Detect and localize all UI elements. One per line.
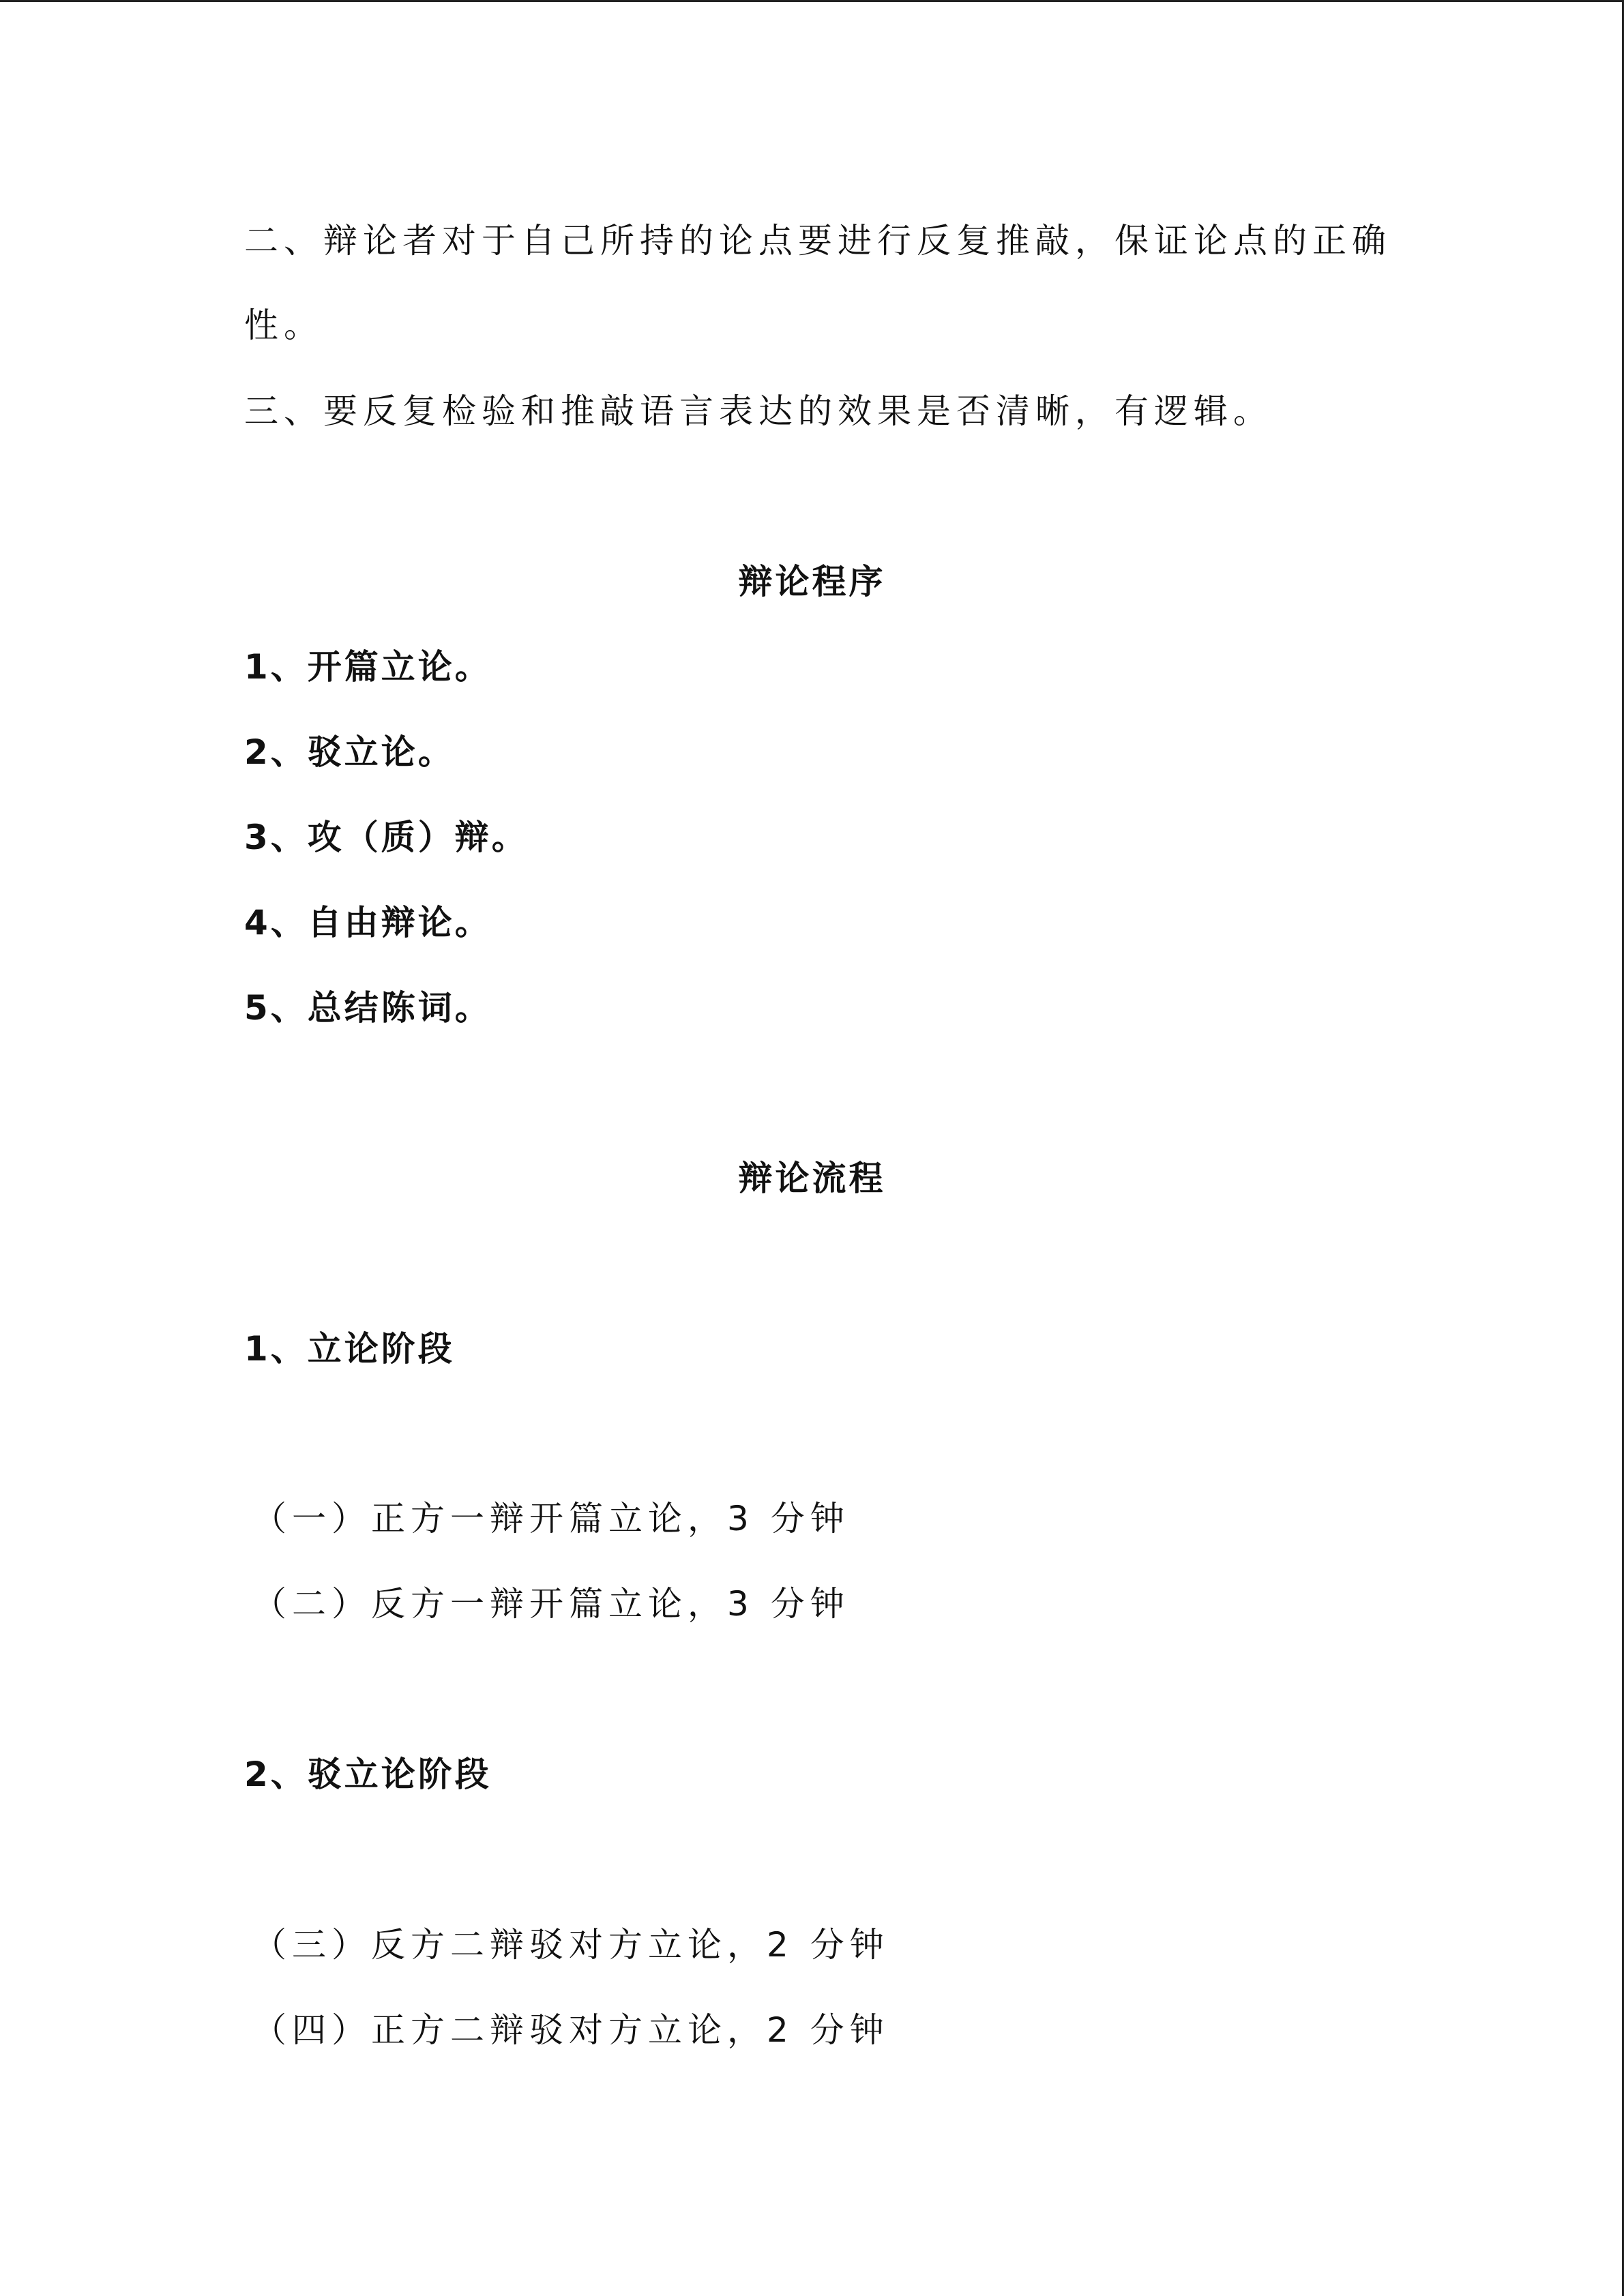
procedure-item: 1、开篇立论。 [244,647,492,687]
flow-heading: 辩论流程 [738,1159,886,1198]
procedure-item: 3、攻（质）辩。 [244,818,529,857]
procedure-item: 4、自由辩论。 [244,903,492,942]
stage-two-title: 2、驳立论阶段 [244,1755,492,1794]
stage-one-title: 1、立论阶段 [244,1329,455,1369]
stage-one-item: （二）反方一辩开篇立论，3 分钟 [252,1584,850,1624]
paragraph-two-line-1: 二、辩论者对于自己所持的论点要进行反复推敲，保证论点的正确 [244,221,1391,260]
stage-one-item: （一）正方一辩开篇立论，3 分钟 [252,1499,850,1538]
stage-two-item: （四）正方二辩驳对方立论，2 分钟 [252,2010,889,2050]
procedure-item: 2、驳立论。 [244,732,455,772]
paragraph-two-line-2: 性。 [244,305,323,345]
procedure-item: 5、总结陈词。 [244,988,492,1028]
procedure-heading: 辩论程序 [738,562,886,601]
paragraph-three: 三、要反复检验和推敲语言表达的效果是否清晰，有逻辑。 [244,391,1273,431]
stage-two-item: （三）反方二辩驳对方立论，2 分钟 [252,1925,889,1965]
